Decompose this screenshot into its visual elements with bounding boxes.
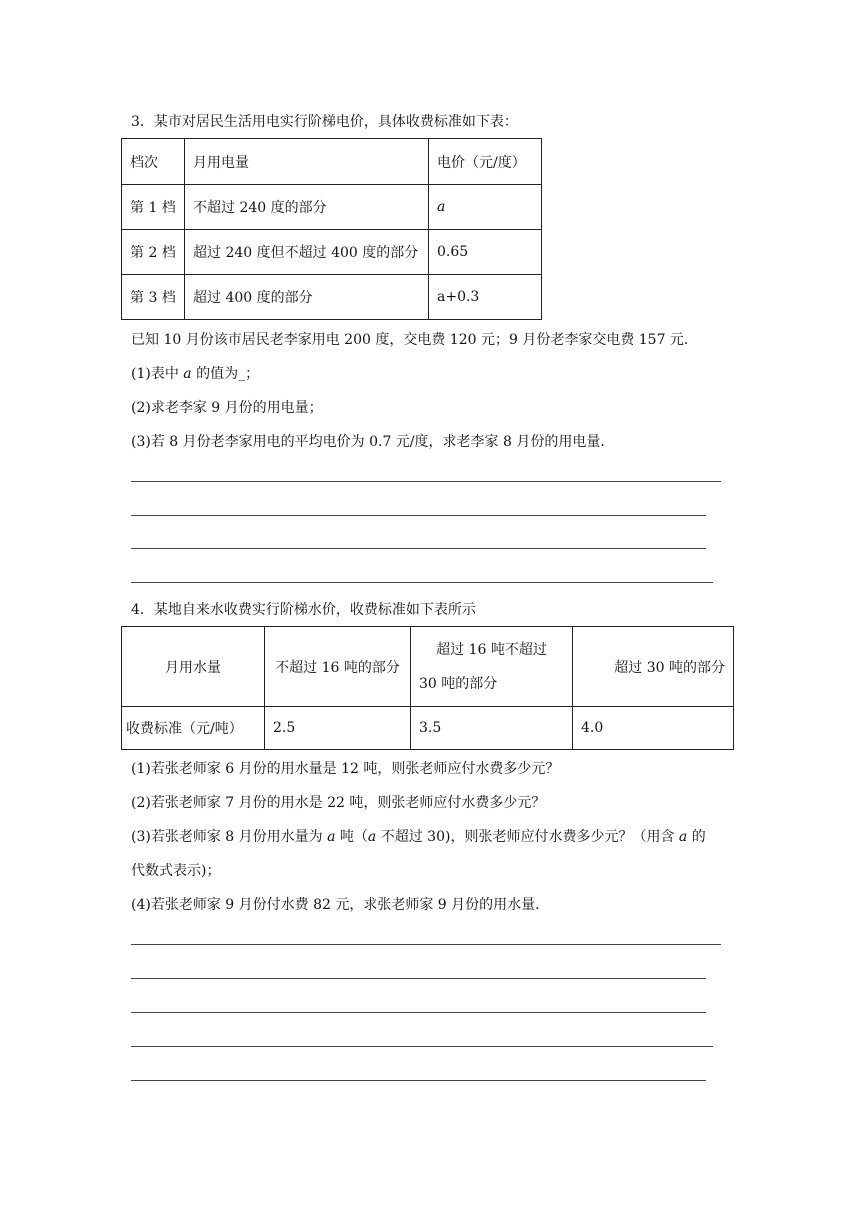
q4-part3 (131, 827, 706, 847)
header-usage: 月用水量 (122, 627, 265, 707)
table-row (122, 230, 542, 275)
price-cell: a+0.3 (429, 275, 542, 320)
answer-line (131, 944, 721, 945)
answer-line (131, 548, 706, 549)
water-price-table (121, 626, 734, 750)
q3-part1 (131, 364, 259, 384)
q3-known: 已知 10 月份该市居民老李家用电 200 度，交电费 120 元；9 月份老李家交电费 157 元． (131, 332, 698, 348)
var-a: a (367, 829, 377, 845)
rate-label-cell: 收费标准（元/吨） (122, 707, 265, 750)
answer-line (131, 515, 706, 516)
table-header-row (122, 627, 734, 707)
rate-cell: 3.5 (411, 707, 573, 750)
q4-part3-b: 吨（ (335, 829, 368, 845)
answer-line (131, 481, 721, 482)
usage-cell: 超过 400 度的部分 (185, 275, 429, 320)
q3-part1-pre: (1)表中 (131, 366, 184, 382)
header-tier2-line1: 超过 16 吨不超过 (436, 641, 547, 658)
var-a: a (678, 829, 688, 845)
header-tier2-line2: 30 吨的部分 (419, 675, 498, 692)
price-cell: 0.65 (429, 230, 542, 275)
usage-cell: 超过 240 度但不超过 400 度的部分 (185, 230, 429, 275)
var-a: a (327, 829, 336, 845)
var-a: a (183, 366, 192, 382)
q3-part3: (3)若 8 月份老李家用电的平均电价为 0.7 元/度，求老李家 8 月份的用电量． (131, 434, 615, 450)
q4-part3-d: 的 (687, 829, 706, 845)
answer-line (131, 582, 713, 583)
answer-line (131, 1046, 713, 1047)
tier-cell: 第 1 档 (122, 185, 185, 230)
answer-line (131, 978, 706, 979)
q3-part2: (2)求老李家 9 月份的用电量； (131, 400, 323, 416)
table-header-row (122, 139, 542, 185)
header-usage: 月用电量 (185, 139, 429, 185)
tier-cell: 第 3 档 (122, 275, 185, 320)
q4-part1: (1)若张老师家 6 月份的用水量是 12 吨，则张老师应付水费多少元？ (131, 761, 560, 777)
q4-part3-c: 不超过 30)，则张老师应付水费多少元？（用含 (376, 829, 679, 845)
usage-cell: 不超过 240 度的部分 (185, 185, 429, 230)
price-cell: a (429, 185, 542, 230)
q4-part4: (4)若张老师家 9 月份付水费 82 元，求张老师家 9 月份的用水量． (131, 897, 550, 913)
header-tier1: 不超过 16 吨的部分 (265, 627, 411, 707)
header-price: 电价（元/度） (429, 139, 542, 185)
header-tier2 (411, 627, 573, 707)
rate-cell: 4.0 (573, 707, 734, 750)
q4-part2: (2)若张老师家 7 月份的用水是 22 吨，则张老师应付水费多少元？ (131, 795, 546, 811)
q3-title: 3．某市对居民生活用电实行阶梯电价，具体收费标准如下表： (131, 114, 518, 130)
table-row (122, 707, 734, 750)
answer-line (131, 1080, 706, 1081)
answer-line (131, 1012, 706, 1013)
tier-cell: 第 2 档 (122, 230, 185, 275)
q4-part3-a: (3)若张老师家 8 月份用水量为 (131, 829, 328, 845)
header-tier: 档次 (122, 139, 185, 185)
table-row (122, 275, 542, 320)
q4-part3-line2: 代数式表示)； (131, 863, 221, 879)
electricity-price-table (121, 138, 542, 320)
rate-cell: 2.5 (265, 707, 411, 750)
q4-title: 4．某地自来水收费实行阶梯水价，收费标准如下表所示 (131, 602, 476, 618)
table-row (122, 185, 542, 230)
header-tier3: 超过 30 吨的部分 (573, 627, 734, 707)
q3-part1-post: 的值为_； (191, 366, 260, 382)
